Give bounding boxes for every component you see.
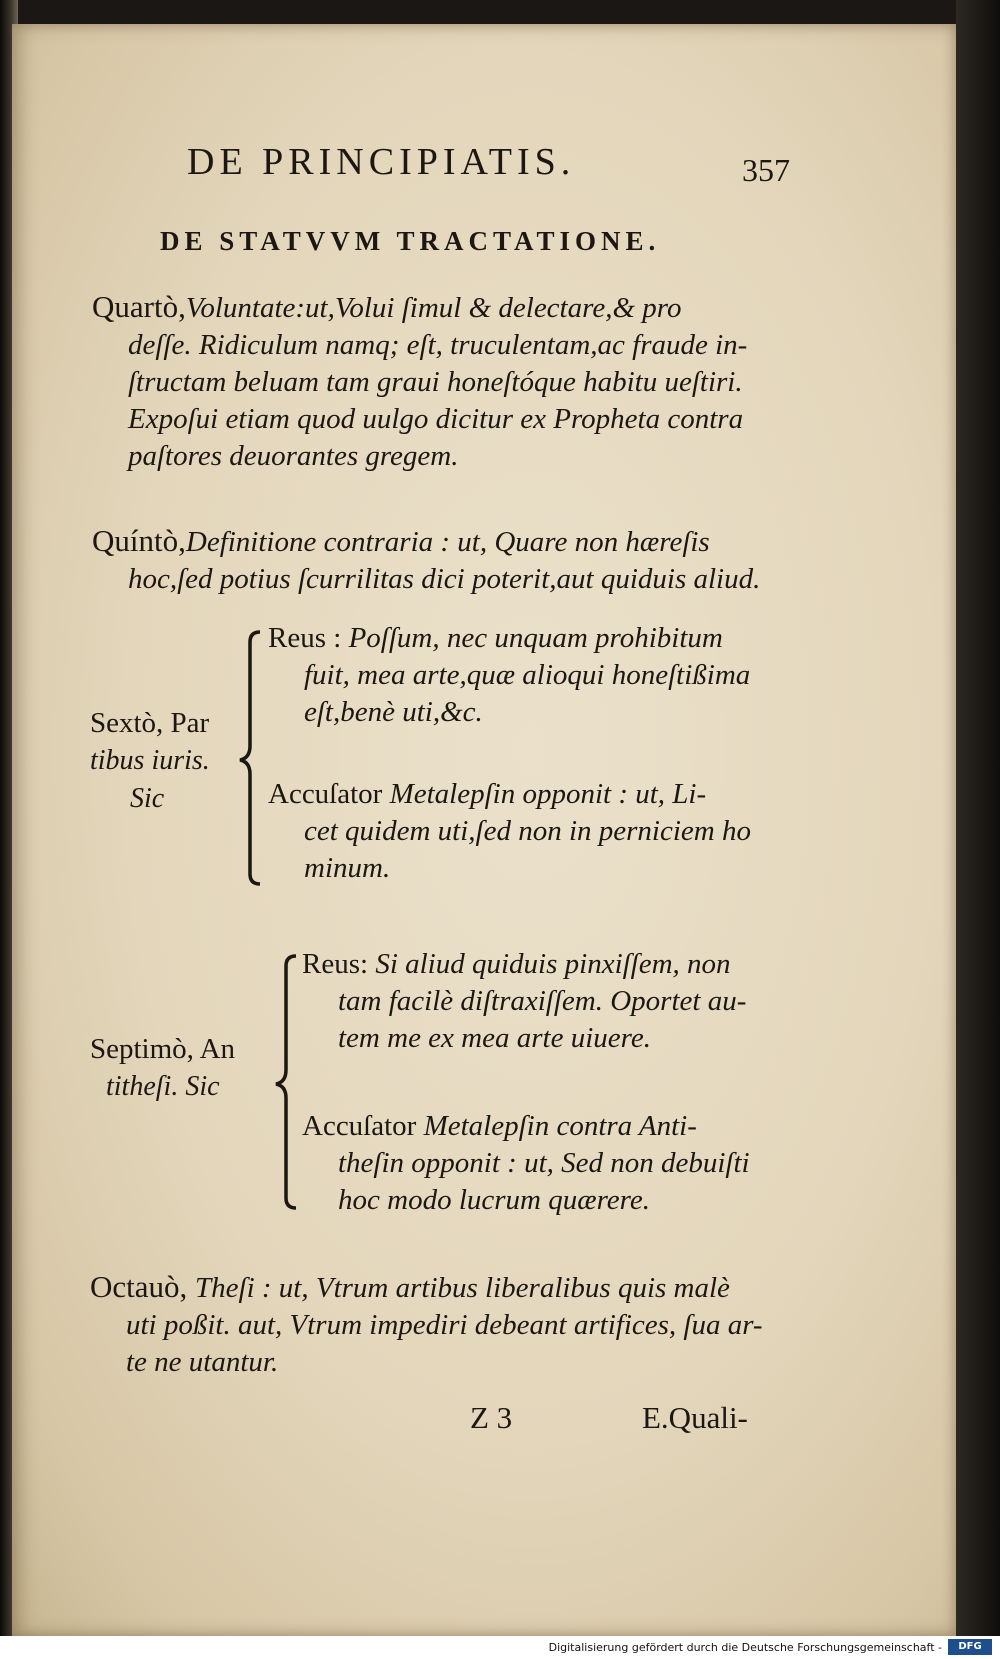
text-line: paſtores deuorantes gregem. xyxy=(128,440,459,472)
text-line: tam facilè diſtraxiſſem. Oportet au- xyxy=(338,985,747,1017)
paragraph-quarto xyxy=(92,288,747,475)
text-line: ſtructam beluam tam graui honeſtóque habitu ueſtiri. xyxy=(128,366,743,398)
section-title: DE STATVVM TRACTATIONE. xyxy=(160,226,661,256)
book-edge-right xyxy=(956,0,1000,1659)
text-line: te ne utantur. xyxy=(126,1346,279,1378)
text-line xyxy=(268,620,750,657)
speaker-label: Reus : xyxy=(268,622,349,654)
septimo-reus xyxy=(302,946,746,1057)
text-line: eſt,benè uti,&c. xyxy=(304,696,483,728)
dfg-logo-icon: DFG xyxy=(948,1639,992,1655)
septimo-accusator xyxy=(302,1108,750,1219)
text-line xyxy=(92,522,760,561)
text-line: tem me ex mea arte uiuere. xyxy=(338,1022,651,1054)
sexto-accusator xyxy=(268,776,751,887)
speaker-label: Accuſator xyxy=(268,778,390,810)
page-number: 357 xyxy=(742,152,790,188)
speaker-label: Reus: xyxy=(302,948,376,980)
text-line: cet quidem uti,ſed non in perniciem ho xyxy=(304,815,751,847)
running-head: DE PRINCIPIATIS. xyxy=(187,141,576,183)
text-line: theſin opponit : ut, Sed non debuiſti xyxy=(338,1147,750,1179)
text-line xyxy=(302,1108,750,1145)
text-line: uti poßit. aut, Vtrum impediri debeant artifices, ſua ar- xyxy=(126,1309,763,1341)
text-run: Metalepſin contra Anti- xyxy=(423,1110,697,1142)
label-line: tibus iuris. xyxy=(90,745,210,776)
funding-credit: Digitalisierung gefördert durch die Deutsche Forschungsgemeinschaft - xyxy=(548,1641,942,1654)
text-line: Expoſui etiam quod uulgo dicitur ex Propheta contra xyxy=(128,403,744,435)
text-line: hoc modo lucrum quærere. xyxy=(338,1184,650,1216)
text-line xyxy=(92,288,747,327)
sexto-label xyxy=(90,704,210,818)
text-run: Poſſum, nec unquam prohibitum xyxy=(348,622,723,654)
text-line: deſſe. Ridiculum namq; eſt, truculentam,ac fraude in- xyxy=(128,329,748,361)
brace-sexto xyxy=(232,628,272,888)
septimo-label xyxy=(90,1030,235,1106)
catchword: E.Quali- xyxy=(642,1400,748,1435)
label-line: Sextò, Par xyxy=(90,707,210,739)
text-line: hoc,ſed potius ſcurrilitas dici poterit,aut quiduis aliud. xyxy=(128,563,761,595)
paragraph-lead: Octauò, xyxy=(90,1269,196,1304)
speaker-label: Accuſator xyxy=(302,1110,424,1142)
text-line: minum. xyxy=(304,852,391,884)
text-line xyxy=(302,946,746,983)
paragraph-lead: Quíntò, xyxy=(92,523,186,558)
signature-mark: Z 3 xyxy=(470,1400,513,1435)
text-line xyxy=(268,776,751,813)
label-line: Sic xyxy=(130,783,165,814)
text-run: Theſi : ut, Vtrum artibus liberalibus quis malè xyxy=(195,1272,730,1304)
label-line: Septimò, An xyxy=(90,1033,236,1065)
text-run: Voluntate:ut,Volui ſimul & delectare,& pro xyxy=(185,292,682,324)
paragraph-octavo xyxy=(90,1268,763,1381)
text-line: fuit, mea arte,quæ alioqui honeſtißima xyxy=(304,659,751,691)
text-run: Metalepſin opponit : ut, Li- xyxy=(389,778,707,810)
text-run: Definitione contraria : ut, Quare non hæreſis xyxy=(185,526,710,558)
paragraph-lead: Quartò, xyxy=(92,289,186,324)
book-page xyxy=(12,24,956,1636)
label-line: titheſi. Sic xyxy=(106,1071,220,1102)
text-line xyxy=(90,1268,763,1307)
text-run: Si aliud quiduis pinxiſſem, non xyxy=(375,948,731,980)
sexto-reus xyxy=(268,620,750,731)
paragraph-quinto xyxy=(92,522,760,598)
